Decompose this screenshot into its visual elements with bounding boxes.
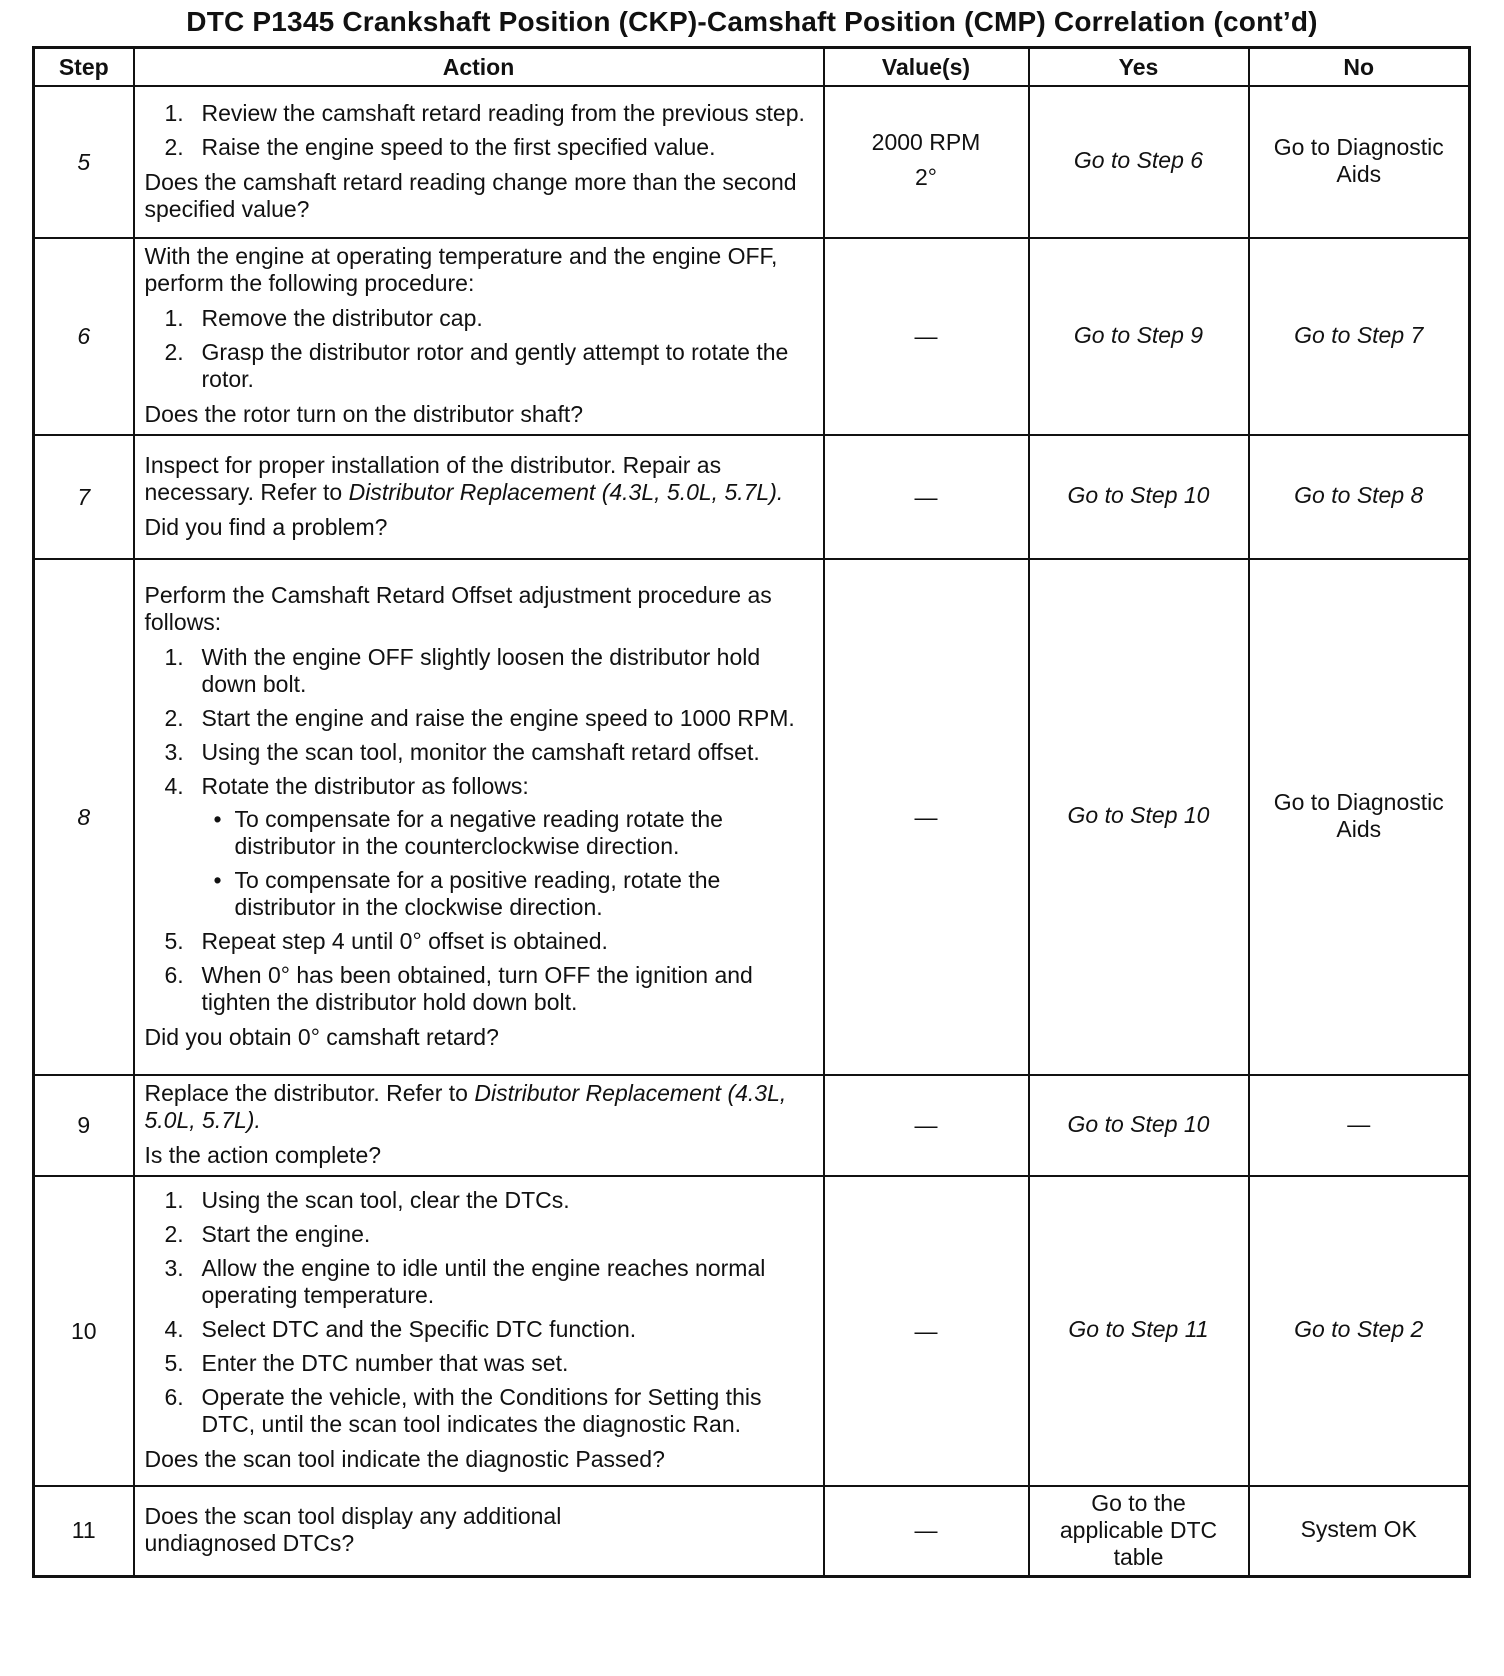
header-yes: Yes	[1029, 48, 1249, 87]
action-cell	[134, 1486, 824, 1576]
action-cell	[134, 1075, 824, 1176]
list-item: 4. Rotate the distributor as follows: • To compensate for a negative reading rotate the distributor in the counterclockwise direction. • To compensate for a positive reading, rotate the distributor in the clockwise direction.	[145, 773, 815, 921]
procedure-list	[145, 644, 815, 1016]
value-cell: —	[824, 1075, 1029, 1176]
list-item: 1. Using the scan tool, clear the DTCs.	[164, 1187, 570, 1213]
action-cell	[134, 435, 824, 559]
intro-text: With the engine at operating temperature and the engine OFF, perform the following procedure:	[144, 243, 778, 296]
question-text: Did you obtain 0° camshaft retard?	[144, 1023, 499, 1050]
procedure-list	[145, 1187, 815, 1438]
table-row	[34, 435, 1470, 559]
bullet-item: • To compensate for a positive reading, rotate the distributor in the clockwise direction.	[202, 867, 815, 921]
step-number: 7	[34, 435, 134, 559]
step-number: 10	[34, 1176, 134, 1486]
list-item: 3. Allow the engine to idle until the engine reaches normal operating temperature.	[164, 1255, 766, 1308]
list-item: 6. Operate the vehicle, with the Conditions for Setting this DTC, until the scan tool indicates the diagnostic Ran.	[164, 1384, 762, 1437]
value-cell: —	[824, 1486, 1029, 1576]
procedure-list	[145, 100, 815, 161]
list-item: 2. Raise the engine speed to the first specified value.	[164, 133, 716, 160]
bullet-list	[202, 806, 815, 921]
step-number: 11	[34, 1486, 134, 1576]
no-cell: —	[1249, 1075, 1470, 1176]
action-cell	[134, 1176, 824, 1486]
table-row	[34, 86, 1470, 238]
intro-text: Inspect for proper installation of the distributor. Repair as necessary. Refer to Distributor Replacement (4.3L, 5.0L, 5.7L).	[144, 451, 784, 505]
value-cell: —	[824, 238, 1029, 435]
table-row	[34, 559, 1470, 1075]
yes-cell: Go to Step 10	[1029, 559, 1249, 1075]
action-cell	[134, 86, 824, 238]
list-item: 4. Select DTC and the Specific DTC function.	[164, 1316, 637, 1342]
list-item: 2. Start the engine and raise the engine speed to 1000 RPM.	[164, 704, 795, 731]
question-text: Is the action complete?	[144, 1142, 382, 1168]
yes-cell: Go to Step 10	[1029, 1075, 1249, 1176]
intro-text: Perform the Camshaft Retard Offset adjustment procedure as follows:	[144, 581, 772, 635]
step-number: 8	[34, 559, 134, 1075]
no-cell: Go to Step 8	[1249, 435, 1470, 559]
no-cell: System OK	[1249, 1486, 1470, 1576]
yes-cell: Go to Step 11	[1029, 1176, 1249, 1486]
table-row	[34, 1075, 1470, 1176]
list-item: 1. Review the camshaft retard reading from the previous step.	[164, 99, 805, 126]
yes-cell: Go to Step 10	[1029, 435, 1249, 559]
intro-text: Replace the distributor. Refer to Distributor Replacement (4.3L, 5.0L, 5.7L).	[144, 1080, 787, 1133]
list-item: 2. Grasp the distributor rotor and gently attempt to rotate the rotor.	[164, 339, 789, 392]
table-header-row	[34, 48, 1470, 87]
no-cell: Go to Diagnostic Aids	[1249, 86, 1470, 238]
yes-cell: Go to Step 9	[1029, 238, 1249, 435]
step-number: 5	[34, 86, 134, 238]
list-item: 3. Using the scan tool, monitor the camshaft retard offset.	[164, 738, 760, 765]
header-no: No	[1249, 48, 1470, 87]
question-text: Did you find a problem?	[144, 513, 388, 540]
list-item: 6. When 0° has been obtained, turn OFF the ignition and tighten the distributor hold down bolt.	[164, 961, 753, 1015]
header-values: Value(s)	[824, 48, 1029, 87]
table-row	[34, 238, 1470, 435]
step-number: 6	[34, 238, 134, 435]
header-step: Step	[34, 48, 134, 87]
value-cell: —	[824, 559, 1029, 1075]
list-item: 1. Remove the distributor cap.	[164, 305, 483, 331]
bullet-item: • To compensate for a negative reading rotate the distributor in the counterclockwise direction.	[202, 806, 815, 860]
header-action: Action	[134, 48, 824, 87]
question-text: Does the camshaft retard reading change more than the second specified value?	[144, 168, 797, 222]
dtc-table	[32, 46, 1471, 1578]
value-cell	[824, 86, 1029, 238]
action-cell	[134, 559, 824, 1075]
page-title: DTC P1345 Crankshaft Position (CKP)-Camshaft Position (CMP) Correlation (cont’d)	[186, 6, 1318, 37]
value-degrees: 2°	[915, 164, 937, 190]
yes-text: Go to the applicable DTC table	[1059, 1490, 1218, 1571]
list-item: 5. Enter the DTC number that was set.	[164, 1350, 569, 1376]
question-text: Does the scan tool indicate the diagnostic Passed?	[144, 1446, 665, 1472]
table-row	[34, 1486, 1470, 1576]
question-text: Does the scan tool display any additional undiagnosed DTCs?	[144, 1502, 562, 1556]
table-row	[34, 1176, 1470, 1486]
yes-cell	[1029, 1486, 1249, 1576]
value-cell: —	[824, 1176, 1029, 1486]
yes-cell: Go to Step 6	[1029, 86, 1249, 238]
no-cell: Go to Diagnostic Aids	[1249, 559, 1470, 1075]
action-cell	[134, 238, 824, 435]
list-item: 5. Repeat step 4 until 0° offset is obtained.	[164, 927, 608, 954]
reference-link-text: Distributor Replacement (4.3L, 5.0L, 5.7L).	[144, 1080, 787, 1133]
procedure-list	[145, 305, 815, 393]
reference-link-text: Distributor Replacement (4.3L, 5.0L, 5.7L).	[348, 478, 784, 505]
step-number: 9	[34, 1075, 134, 1176]
no-cell: Go to Step 2	[1249, 1176, 1470, 1486]
no-cell: Go to Step 7	[1249, 238, 1470, 435]
question-text: Does the rotor turn on the distributor shaft?	[144, 401, 584, 427]
value-cell: —	[824, 435, 1029, 559]
value-rpm: 2000 RPM	[871, 129, 981, 155]
list-item: 1. With the engine OFF slightly loosen the distributor hold down bolt.	[164, 643, 761, 697]
list-item: 2. Start the engine.	[164, 1221, 371, 1247]
